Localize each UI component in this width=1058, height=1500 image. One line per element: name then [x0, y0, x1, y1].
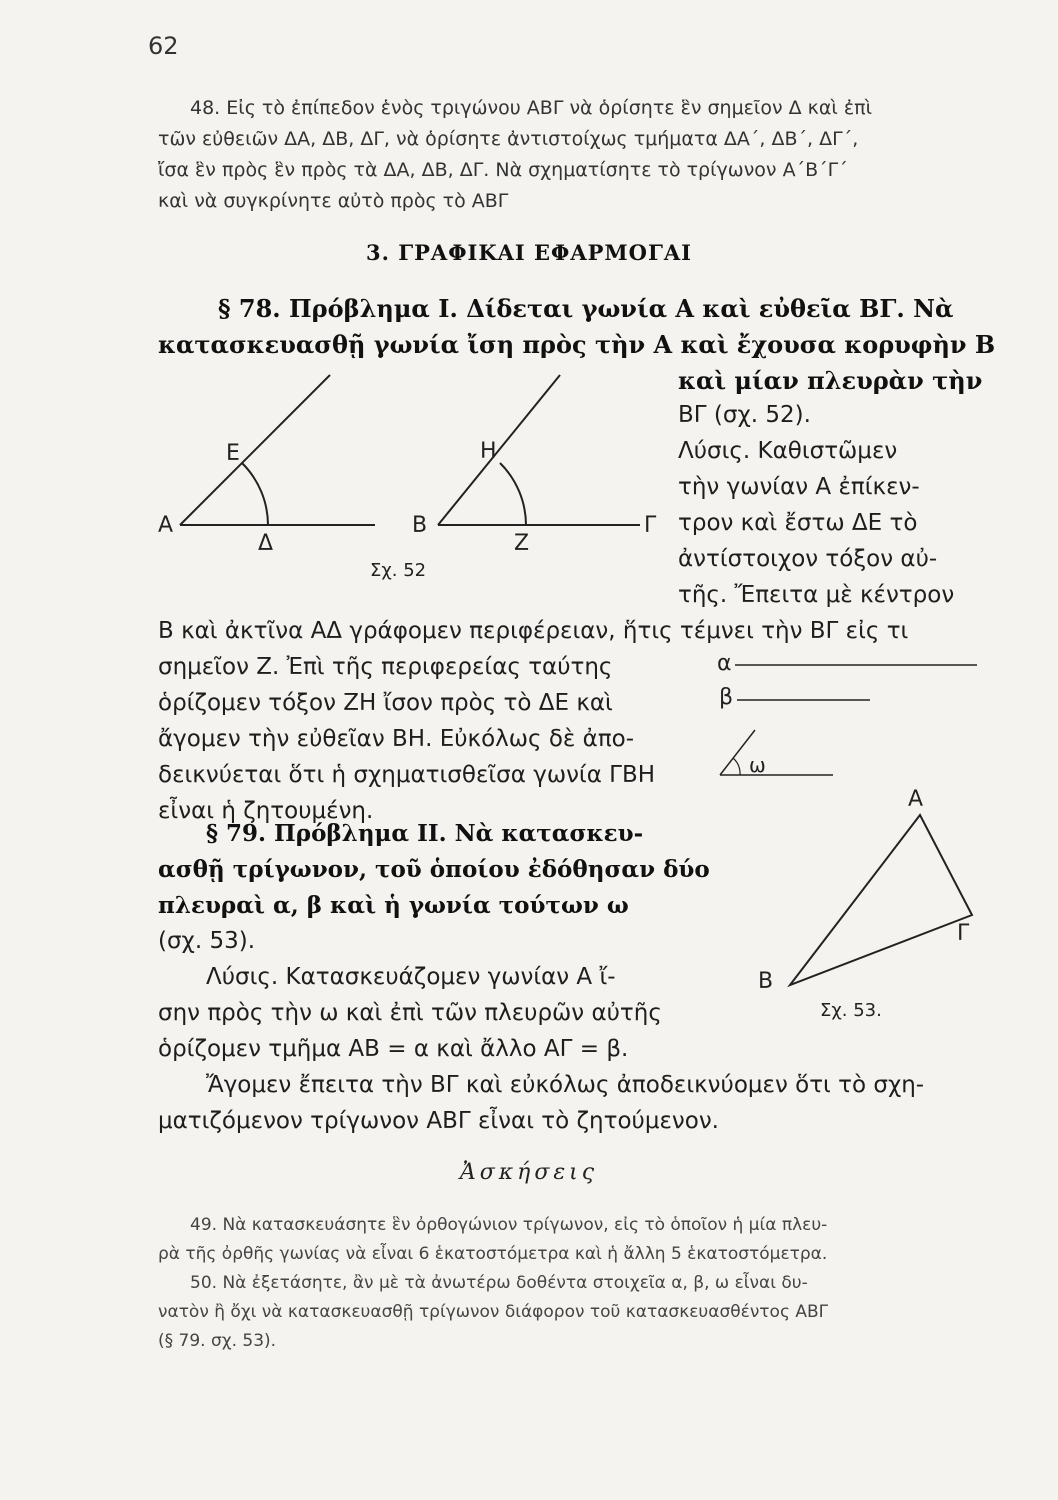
exercise-line: (§ 79. σχ. 53).: [158, 1331, 277, 1351]
exercise-48-line: ἴσα ἓν πρὸς ἓν πρὸς τὰ ΔΑ, ΔΒ, ΔΓ. Νὰ σχηματίσητε τὸ τρίγωνον Α΄Β΄Γ΄: [158, 159, 848, 181]
problem-79-line: πλευραὶ α, β καὶ ἡ γωνία τούτων ω: [158, 892, 629, 919]
figure-52: [150, 360, 670, 590]
label-A: Α: [908, 787, 924, 812]
angle-omega-arc: [733, 758, 740, 775]
problem-78-body-line: Β καὶ ἀκτῖνα ΑΔ γράφομεν περιφέρειαν, ἥτις τέμνει τὴν ΒΓ εἰς τι: [158, 618, 909, 644]
problem-78-right-line: τὴν γωνίαν Α ἐπίκεν-: [678, 474, 920, 500]
problem-79-line: (σχ. 53).: [158, 928, 256, 954]
problem-78-left-line: δεικνύεται ὅτι ἡ σχηματισθεῖσα γωνία ΓΒΗ: [158, 762, 656, 788]
problem-79-line: Λύσις. Κατασκευάζομεν γωνίαν Α ἴ-: [206, 964, 616, 990]
exercise-48-line: 48. Εἰς τὸ ἐπίπεδον ἑνὸς τριγώνου ΑΒΓ νὰ ὁρίσητε ἓν σημεῖον Δ καὶ ἐπὶ: [190, 97, 873, 119]
problem-78-left-line: ὁρίζομεν τόξον ΖΗ ἴσον πρὸς τὸ ΔΕ καὶ: [158, 690, 613, 716]
figure-53: [740, 780, 1000, 1025]
label-E: Ε: [226, 441, 240, 466]
label-H: Η: [480, 439, 497, 464]
problem-78-title-line: κατασκευασθῇ γωνία ἴση πρὸς τὴν Α καὶ ἔχουσα κορυφὴν Β: [158, 330, 996, 359]
problem-78-left-line: σημεῖον Ζ. Ἐπὶ τῆς περιφερείας ταύτης: [158, 654, 613, 680]
label-Z: Ζ: [514, 531, 530, 556]
triangle-ABG: [790, 815, 972, 985]
label-B: Β: [412, 513, 428, 538]
problem-78-right-line: τῆς. Ἔπειτα μὲ κέντρον: [678, 582, 955, 608]
exercise-line: νατὸν ἢ ὄχι νὰ κατασκευασθῇ τρίγωνον διάφορον τοῦ κατασκευασθέντος ΑΒΓ: [158, 1302, 829, 1322]
ray-BH: [438, 375, 560, 525]
figure-53-caption: Σχ. 53.: [820, 1000, 882, 1021]
problem-79-line: ὁρίζομεν τμῆμα ΑΒ = α καὶ ἄλλο ΑΓ = β.: [158, 1036, 629, 1062]
ray-AE: [180, 375, 330, 525]
problem-79-line: ασθῇ τρίγωνον, τοῦ ὁποίου ἐδόθησαν δύο: [158, 856, 710, 883]
problem-79-line: § 79. Πρόβλημα ΙΙ. Νὰ κατασκευ-: [206, 820, 644, 847]
problem-79-line: σην πρὸς τὴν ω καὶ ἐπὶ τῶν πλευρῶν αὐτῆς: [158, 1000, 662, 1026]
problem-78-left-line: ἄγομεν τὴν εὐθεῖαν ΒΗ. Εὐκόλως δὲ ἀπο-: [158, 726, 635, 752]
label-G: Γ: [644, 513, 657, 538]
exercise-48-line: καὶ νὰ συγκρίνητε αὐτὸ πρὸς τὸ ΑΒΓ: [158, 190, 509, 212]
exercise-line: ρὰ τῆς ὀρθῆς γωνίας νὰ εἶναι 6 ἑκατοστόμετρα καὶ ἡ ἄλλη 5 ἑκατοστόμετρα.: [158, 1244, 828, 1264]
exercise-48-line: τῶν εὐθειῶν ΔΑ, ΔΒ, ΔΓ, νὰ ὁρίσητε ἀντιστοίχως τμήματα ΔΑ΄, ΔΒ΄, ΔΓ΄,: [158, 128, 859, 150]
exercises-heading: Ἀσκήσεις: [459, 1160, 599, 1185]
segment-beta-label: β: [719, 685, 734, 710]
problem-78-title-line: § 78. Πρόβλημα Ι. Δίδεται γωνία Α καὶ εὐθεῖα ΒΓ. Νὰ: [218, 294, 954, 323]
problem-78-right-line: καὶ μίαν πλευρὰν τὴν: [678, 366, 983, 395]
label-A: Α: [158, 513, 174, 538]
exercise-line: 50. Νὰ ἐξετάσητε, ἂν μὲ τὰ ἀνωτέρω δοθέντα στοιχεῖα α, β, ω εἶναι δυ-: [190, 1273, 808, 1293]
problem-78-right-line: ΒΓ (σχ. 52).: [678, 402, 811, 428]
problem-78-right-line: Λύσις. Καθιστῶμεν: [678, 438, 898, 464]
exercise-line: 49. Νὰ κατασκευάσητε ἓν ὀρθογώνιον τρίγωνον, εἰς τὸ ὁποῖον ἡ μία πλευ-: [190, 1215, 828, 1235]
problem-78-left-line: εἶναι ἡ ζητουμένη.: [158, 798, 374, 824]
given-elements: [715, 650, 985, 800]
arc-DE: [242, 463, 268, 525]
label-G: Γ: [957, 921, 970, 946]
arc-ZH: [500, 463, 526, 525]
page-number: 62: [148, 32, 179, 60]
label-B: Β: [758, 969, 774, 994]
problem-78-right-line: τρον καὶ ἔστω ΔΕ τὸ: [678, 510, 918, 536]
label-D: Δ: [258, 531, 274, 556]
problem-78-right-line: ἀντίστοιχον τόξον αὐ-: [678, 546, 938, 572]
figure-52-caption: Σχ. 52: [370, 560, 427, 581]
section-heading: 3. ΓΡΑΦΙΚΑΙ ΕΦΑΡΜΟΓΑΙ: [366, 240, 692, 265]
problem-79-line: ματιζόμενον τρίγωνον ΑΒΓ εἶναι τὸ ζητούμενον.: [158, 1108, 719, 1134]
angle-omega-label: ω: [749, 753, 766, 777]
segment-alpha-label: α: [717, 651, 732, 676]
problem-79-line: Ἄγομεν ἔπειτα τὴν ΒΓ καὶ εὐκόλως ἀποδεικνύομεν ὅτι τὸ σχη-: [206, 1072, 925, 1098]
